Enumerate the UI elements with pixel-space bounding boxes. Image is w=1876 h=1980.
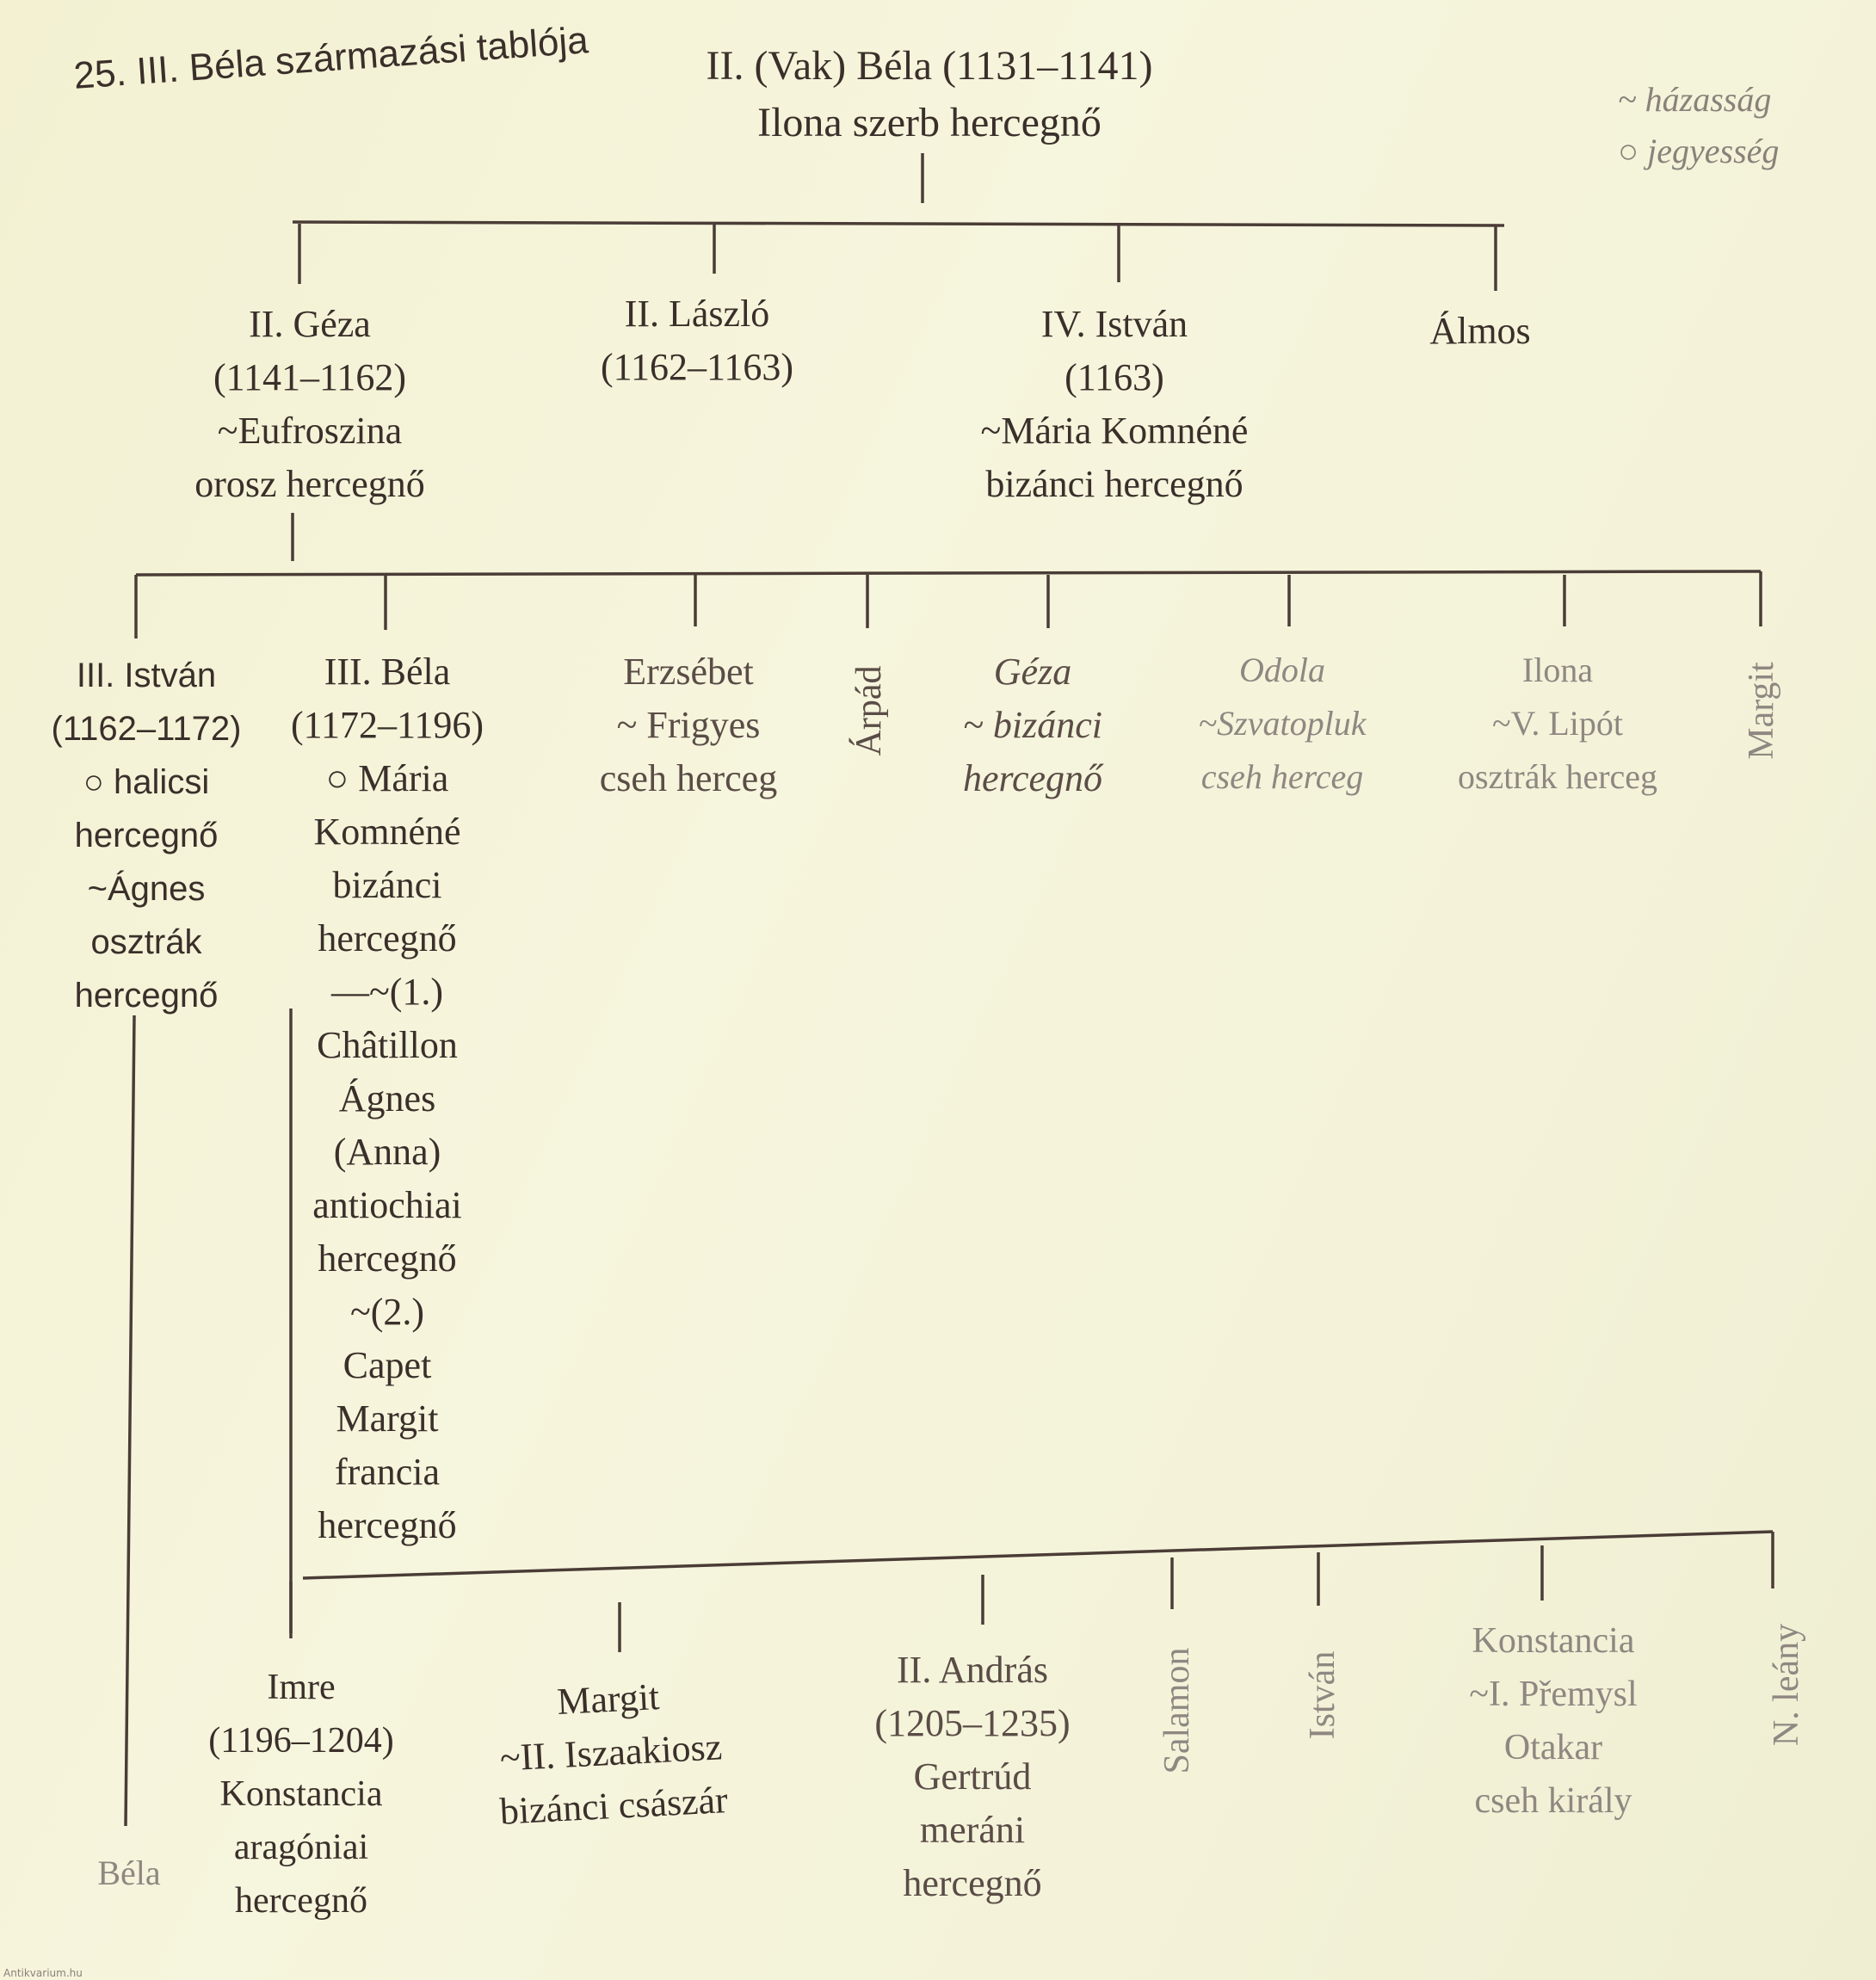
node-spouse: Konstancia: [219, 1774, 383, 1814]
node-text: cseh herceg: [599, 757, 778, 799]
node-name: Konstancia: [1472, 1621, 1635, 1661]
legend-marriage: ~ házasság: [1618, 80, 1772, 119]
node-spouse-title: bizánci hercegnő: [985, 463, 1243, 505]
node-reign: (1172–1196): [290, 704, 484, 746]
node-ii-andras: [826, 1644, 1119, 1910]
node-name: Álmos: [1429, 310, 1531, 352]
node-spouse: ~ Frigyes: [616, 704, 761, 746]
root-node: [602, 38, 1256, 151]
node-text: aragóniai: [233, 1828, 369, 1867]
node-spouse: ~ bizánci: [963, 704, 1102, 746]
node-text: (Anna): [333, 1131, 441, 1173]
node-spouse: ~Mária Komnéné: [980, 410, 1249, 452]
node-name: II. András: [897, 1649, 1048, 1691]
node-iii-bela: [258, 645, 516, 1552]
node-text: francia: [334, 1451, 441, 1493]
node-marriage-1: —~(1.): [330, 971, 444, 1013]
node-name: Odola: [1239, 651, 1325, 689]
node-iii-istvan: [34, 649, 258, 1022]
node-text: hercegnő: [318, 917, 457, 959]
node-text: hercegnő: [74, 817, 219, 854]
legend-engagement: ○ jegyesség: [1618, 132, 1780, 170]
node-text: hercegnő: [74, 977, 219, 1015]
node-almos: [1394, 305, 1566, 358]
node-text: Komnéné: [313, 811, 461, 853]
node-reign: (1196–1204): [208, 1721, 394, 1761]
node-reign: (1162–1172): [51, 710, 242, 748]
legend: [1618, 74, 1779, 177]
node-name: Margit: [556, 1675, 661, 1724]
node-spouse: ~I. Přemysl: [1469, 1675, 1638, 1714]
root-spouse: Ilona szerb hercegnő: [757, 100, 1102, 145]
node-name: Géza: [993, 651, 1072, 693]
node-geza-son: [912, 645, 1153, 805]
node-text: bizánci: [332, 864, 442, 906]
node-ilona: [1411, 644, 1704, 804]
node-text: bizánci császár: [498, 1779, 729, 1833]
node-text: hercegnő: [903, 1862, 1042, 1904]
node-margit-iszaakiosz: [443, 1664, 778, 1841]
node-spouse: Gertrúd: [913, 1755, 1032, 1798]
node-erzsebet: [542, 645, 835, 805]
node-text: hercegnő: [962, 757, 1103, 799]
node-odola: [1153, 644, 1411, 804]
node-n-leany: N. leány: [1767, 1623, 1806, 1747]
node-spouse: ~Ágnes: [87, 870, 206, 908]
node-text: osztrák: [90, 923, 202, 961]
node-spouse: ~II. Iszaakiosz: [498, 1725, 724, 1780]
watermark: Antikvarium.hu: [3, 1967, 83, 1979]
node-spouse: ~V. Lipót: [1491, 704, 1624, 743]
node-text: Capet: [342, 1344, 432, 1386]
node-text: Margit: [336, 1397, 439, 1440]
node-text: hercegnő: [318, 1237, 457, 1280]
node-arpad: Árpád: [849, 665, 889, 756]
root-name: II. (Vak) Béla (1131–1141): [706, 43, 1153, 89]
node-text: cseh király: [1474, 1781, 1632, 1821]
node-bela-son: Béla: [97, 1854, 161, 1892]
node-text: osztrák herceg: [1457, 757, 1658, 796]
node-engagement: ○ Mária: [325, 757, 449, 799]
node-name: III. Béla: [324, 651, 451, 693]
node-name: III. István: [76, 657, 217, 694]
node-marriage-2: ~(2.): [349, 1291, 425, 1333]
node-imre: [172, 1661, 430, 1928]
node-text: hercegnő: [318, 1504, 457, 1546]
node-spouse: ~Szvatopluk: [1198, 704, 1367, 743]
node-iv-istvan: [912, 298, 1317, 511]
node-text: Ágnes: [338, 1077, 436, 1120]
figure-caption: 25. III. Béla származási tablója: [72, 19, 590, 97]
node-text: antiochiai: [312, 1184, 462, 1226]
node-spouse-title: orosz hercegnő: [194, 463, 425, 505]
node-name: Imre: [267, 1668, 336, 1707]
node-reign: (1205–1235): [874, 1702, 1071, 1744]
node-name: Ilona: [1521, 651, 1594, 689]
node-name: Erzsébet: [623, 651, 754, 693]
node-engagement: ○ halicsi: [83, 763, 210, 801]
node-reign: (1141–1162): [213, 356, 407, 398]
node-text: Otakar: [1503, 1728, 1603, 1767]
node-spouse: ~Eufroszina: [217, 410, 403, 452]
node-name: IV. István: [1040, 303, 1188, 345]
node-name: II. László: [624, 293, 770, 335]
node-salamon: Salamon: [1157, 1647, 1197, 1774]
node-name: II. Géza: [249, 303, 371, 345]
node-text: hercegnő: [235, 1881, 367, 1921]
node-text: meráni: [919, 1809, 1026, 1851]
node-text: cseh herceg: [1200, 757, 1364, 796]
node-text: Châtillon: [317, 1024, 458, 1066]
node-margit-daughter: Margit: [1742, 662, 1781, 760]
node-ii-laszlo: [534, 287, 861, 394]
node-reign: (1163): [1065, 356, 1164, 398]
node-konstancia: [1411, 1614, 1695, 1828]
node-istvan-son: István: [1303, 1650, 1342, 1740]
node-ii-geza: [155, 298, 465, 511]
node-reign: (1162–1163): [600, 346, 794, 388]
